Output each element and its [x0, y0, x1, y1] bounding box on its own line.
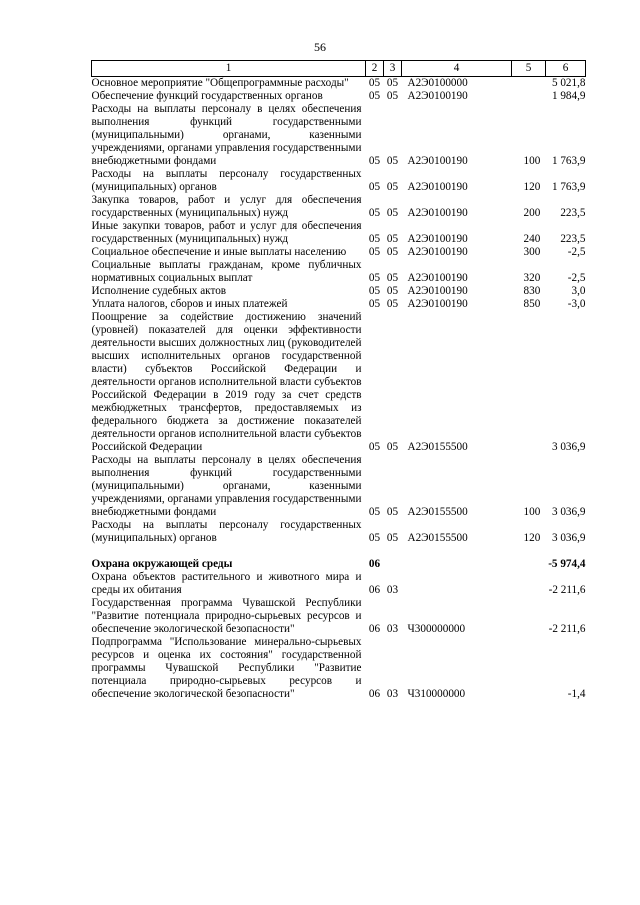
subsection-code: 05 — [386, 181, 399, 193]
row-name: Социальное обеспечение и иные выплаты населению — [91, 246, 347, 258]
row-name: Поощрение за содействие достижению значений (уровней) показателей для оценки эффективности деятельности высших должностных лиц (руководителей высших исполнительных органов государственной власти) субъектов Российской Федерации и деятельности органов исполнительной власти субъектов Российской Федерации в 2019 году за счет средств межбюджетных трансфертов, предоставляемых из федерального бюджета за достижение показателей деятельности органов исполнительной власти субъектов Российской Федерации — [91, 311, 362, 453]
subsection-code: 05 — [386, 298, 399, 310]
subsection-code — [384, 558, 402, 571]
section-code: 05 — [368, 90, 381, 102]
table-row — [92, 77, 586, 91]
row-name: Охрана окружающей среды — [91, 558, 233, 570]
expense-type-code: 200 — [523, 207, 541, 219]
amount: -1,4 — [567, 688, 586, 700]
header-col-1: 1 — [92, 61, 366, 77]
row-name: Расходы на выплаты персоналу государственных (муниципальных) органов — [91, 168, 362, 193]
table-row — [92, 298, 586, 311]
subsection-code: 05 — [386, 272, 399, 284]
row-name: Охрана объектов растительного и животного мира и среды их обитания — [91, 571, 362, 596]
expense-type-code: 120 — [523, 181, 541, 193]
amount: 1 763,9 — [551, 155, 586, 167]
table-row — [92, 103, 586, 168]
table-row — [92, 285, 586, 298]
table-row — [92, 597, 586, 636]
amount: -5 974,4 — [548, 558, 586, 570]
subsection-code: 05 — [386, 246, 399, 258]
header-col-2: 2 — [366, 61, 384, 77]
subsection-code: 03 — [386, 688, 399, 700]
table-row — [92, 558, 586, 571]
target-article-code — [402, 571, 512, 597]
expense-type-code: 240 — [523, 233, 541, 245]
row-name: Обеспечение функций государственных органов — [91, 90, 323, 102]
amount: -2,5 — [567, 272, 586, 284]
table-row — [92, 571, 586, 597]
row-name: Исполнение судебных актов — [91, 285, 227, 297]
header-col-3: 3 — [384, 61, 402, 77]
section-code: 05 — [368, 506, 381, 518]
section-code: 06 — [368, 584, 381, 596]
row-name: Расходы на выплаты персоналу в целях обеспечения выполнения функций государственными (муниципальными) органами, казенными учреждениями, органами управления государственными внебюджетными фондами — [91, 103, 362, 167]
table-row — [92, 454, 586, 519]
table-row — [92, 90, 586, 103]
table-row — [92, 519, 586, 545]
section-code: 05 — [368, 77, 381, 89]
table-row — [92, 636, 586, 701]
amount: -2 211,6 — [548, 623, 586, 635]
section-code: 06 — [368, 623, 381, 635]
expense-type-code — [512, 571, 546, 597]
header-col-4: 4 — [402, 61, 512, 77]
spacer-row — [92, 545, 586, 558]
target-article-code: А2Э0100190 — [407, 285, 468, 297]
table-row — [92, 220, 586, 246]
budget-table — [91, 60, 586, 701]
target-article-code: А2Э0100190 — [407, 298, 468, 310]
target-article-code: А2Э0100190 — [407, 233, 468, 245]
target-article-code: А2Э0100000 — [407, 77, 468, 89]
expense-type-code — [512, 311, 546, 454]
table-row — [92, 168, 586, 194]
row-name: Социальные выплаты гражданам, кроме публичных нормативных социальных выплат — [91, 259, 362, 284]
amount: -3,0 — [567, 298, 586, 310]
expense-type-code — [512, 77, 546, 91]
amount: 3,0 — [571, 285, 586, 297]
expense-type-code — [512, 558, 546, 571]
subsection-code: 03 — [386, 584, 399, 596]
table-header-row — [92, 61, 586, 77]
row-name: Иные закупки товаров, работ и услуг для обеспечения государственных (муниципальных) нужд — [91, 220, 362, 245]
subsection-code: 05 — [386, 77, 399, 89]
header-col-6: 6 — [546, 61, 586, 77]
target-article-code: Ч310000000 — [407, 688, 466, 700]
target-article-code: А2Э0100190 — [407, 207, 468, 219]
row-name: Основное мероприятие "Общепрограммные расходы" — [91, 77, 349, 89]
expense-type-code — [512, 90, 546, 103]
row-name: Уплата налогов, сборов и иных платежей — [91, 298, 288, 310]
subsection-code: 03 — [386, 623, 399, 635]
expense-type-code: 320 — [523, 272, 541, 284]
table-row — [92, 311, 586, 454]
expense-type-code: 120 — [523, 532, 541, 544]
section-code: 05 — [368, 246, 381, 258]
section-code: 05 — [368, 272, 381, 284]
target-article-code: А2Э0155500 — [407, 441, 468, 453]
section-code: 05 — [368, 207, 381, 219]
target-article-code: А2Э0100190 — [407, 272, 468, 284]
amount: 223,5 — [560, 207, 586, 219]
section-code: 05 — [368, 233, 381, 245]
target-article-code: А2Э0155500 — [407, 532, 468, 544]
amount: 3 036,9 — [551, 532, 586, 544]
amount: 1 763,9 — [551, 181, 586, 193]
subsection-code: 05 — [386, 90, 399, 102]
subsection-code: 05 — [386, 207, 399, 219]
target-article-code: А2Э0100190 — [407, 246, 468, 258]
subsection-code: 05 — [386, 233, 399, 245]
expense-type-code: 300 — [523, 246, 541, 258]
amount: 3 036,9 — [551, 506, 586, 518]
section-code: 05 — [368, 298, 381, 310]
amount: 3 036,9 — [551, 441, 586, 453]
expense-type-code: 100 — [523, 506, 541, 518]
target-article-code: А2Э0100190 — [407, 181, 468, 193]
amount: 1 984,9 — [551, 90, 586, 102]
amount: -2,5 — [567, 246, 586, 258]
section-code: 05 — [368, 285, 381, 297]
expense-type-code — [512, 636, 546, 701]
amount: -2 211,6 — [548, 584, 586, 596]
section-code: 06 — [368, 558, 381, 570]
row-name: Закупка товаров, работ и услуг для обеспечения государственных (муниципальных) нужд — [91, 194, 362, 219]
expense-type-code: 850 — [523, 298, 541, 310]
subsection-code: 05 — [386, 155, 399, 167]
section-code: 05 — [368, 441, 381, 453]
row-name: Расходы на выплаты персоналу государственных (муниципальных) органов — [91, 519, 362, 544]
expense-type-code: 100 — [523, 155, 541, 167]
section-code: 05 — [368, 181, 381, 193]
table-row — [92, 259, 586, 285]
subsection-code: 05 — [386, 441, 399, 453]
target-article-code — [402, 558, 512, 571]
row-name: Подпрограмма "Использование минерально-сырьевых ресурсов и оценка их состояния" государственной программы Чувашской Республики "Развитие потенциала природно-сырьевых ресурсов и обеспечение экологической безопасности" — [91, 636, 362, 700]
header-col-5: 5 — [512, 61, 546, 77]
subsection-code: 05 — [386, 285, 399, 297]
section-code: 05 — [368, 532, 381, 544]
table-row — [92, 246, 586, 259]
table-row — [92, 194, 586, 220]
expense-type-code: 830 — [523, 285, 541, 297]
amount: 5 021,8 — [551, 77, 586, 89]
target-article-code: Ч300000000 — [407, 623, 466, 635]
subsection-code: 05 — [386, 532, 399, 544]
row-name: Расходы на выплаты персоналу в целях обеспечения выполнения функций государственными (муниципальными) органами, казенными учреждениями, органами управления государственными внебюджетными фондами — [91, 454, 362, 518]
target-article-code: А2Э0100190 — [407, 90, 468, 102]
page-number: 56 — [314, 40, 326, 54]
amount: 223,5 — [560, 233, 586, 245]
expense-type-code — [512, 597, 546, 636]
target-article-code: А2Э0100190 — [407, 155, 468, 167]
section-code: 06 — [368, 688, 381, 700]
section-code: 05 — [368, 155, 381, 167]
row-name: Государственная программа Чувашской Республики "Развитие потенциала природно-сырьевых ресурсов и обеспечение экологической безопасности" — [91, 597, 362, 635]
subsection-code: 05 — [386, 506, 399, 518]
target-article-code: А2Э0155500 — [407, 506, 468, 518]
